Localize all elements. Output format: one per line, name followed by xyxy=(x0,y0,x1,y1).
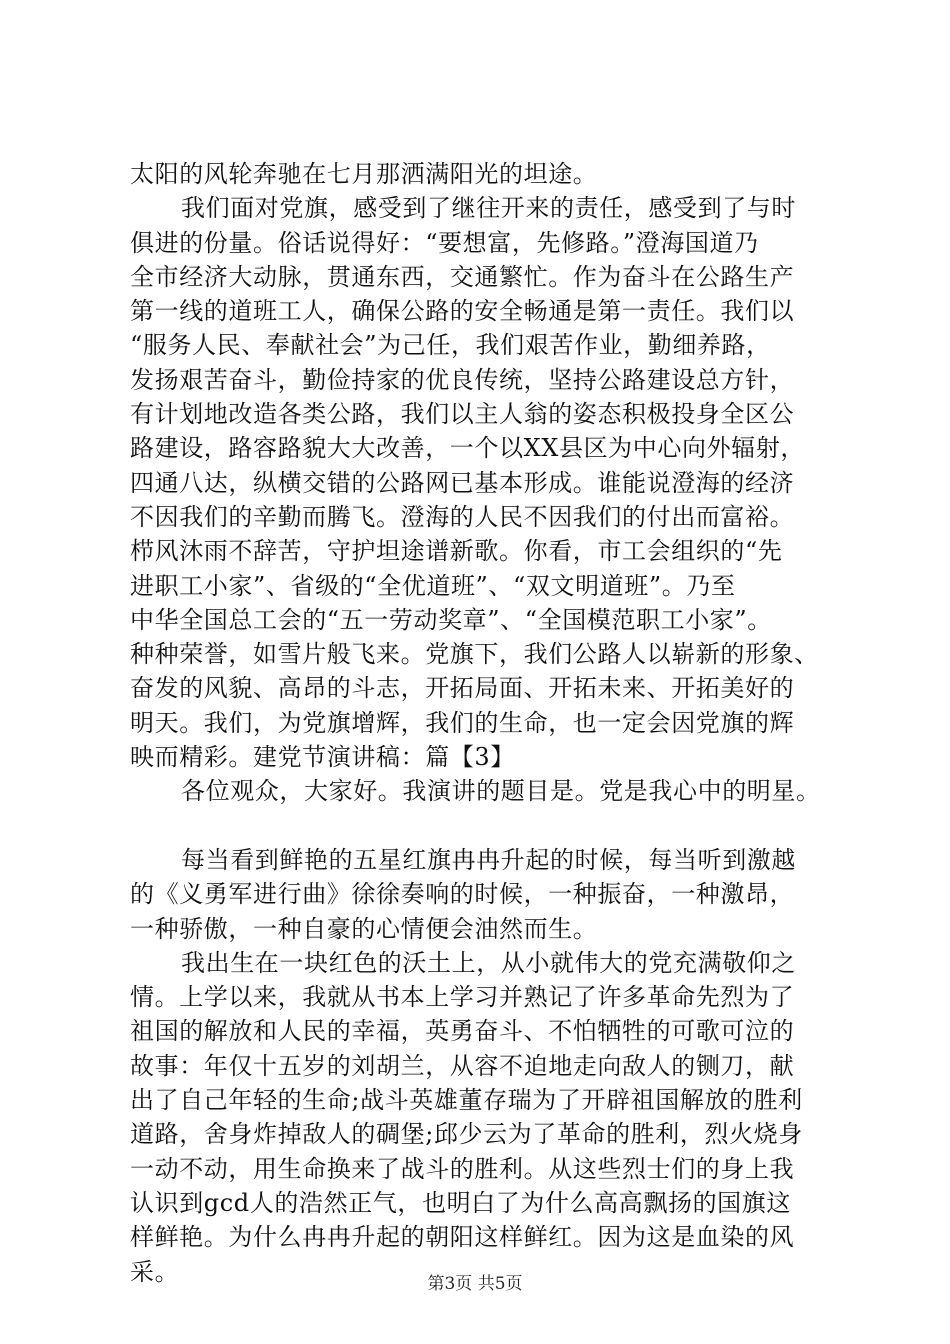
text-line: 采。 xyxy=(130,1257,180,1286)
text-line: 有计划地改造各类公路，我们以主人翁的姿态积极投身全区公 xyxy=(130,400,795,429)
text-line: 路建设，路容路貌大大改善，一个以XX县区为中心向外辐射， xyxy=(130,434,805,463)
text-line: 俱进的份量。俗话说得好：“要想富，先修路。”澄海国道乃 xyxy=(130,228,759,257)
text-line: 四通八达，纵横交错的公路网已基本形成。谁能说澄海的经济 xyxy=(130,468,795,497)
text-line: 一种骄傲，一种自豪的心情便会油然而生。 xyxy=(130,914,598,943)
paragraph-start-line: 各位观众，大家好。我演讲的题目是。党是我心中的明星。 xyxy=(181,777,821,806)
text-line: 全市经济大动脉，贯通东西，交通繁忙。作为奋斗在公路生产 xyxy=(130,262,795,291)
text-line: 发扬艰苦奋斗，勤俭持家的优良传统，坚持公路建设总方针， xyxy=(130,365,795,394)
text-line: 进职工小家”、省级的“全优道班”、“双文明道班”。乃至 xyxy=(130,571,736,600)
document-body xyxy=(130,157,830,1289)
text-line: 的《义勇军进行曲》徐徐奏响的时候，一种振奋，一种激昂， xyxy=(130,880,795,909)
text-line: 一动不动，用生命换来了战斗的胜利。从这些烈士们的身上我 xyxy=(130,1154,795,1183)
paragraph-start-line: 我出生在一块红色的沃土上，从小就伟大的党充满敬仰之 xyxy=(181,948,796,977)
text-line: 出了自己年轻的生命;战斗英雄董存瑞为了开辟祖国解放的胜利 xyxy=(130,1086,803,1115)
text-line: 不因我们的辛勤而腾飞。澄海的人民不因我们的付出而富裕。 xyxy=(130,502,795,531)
paragraph-start-line: 我们面对党旗，感受到了继往开来的责任，感受到了与时 xyxy=(181,194,796,223)
text-line: 样鲜艳。为什么冉冉升起的朝阳这样鲜红。因为这是血染的风 xyxy=(130,1223,795,1252)
text-line: 映而精彩。建党节演讲稿：篇【3】 xyxy=(130,743,515,772)
text-line: 认识到gcd人的浩然正气，也明白了为什么高高飘扬的国旗这 xyxy=(130,1188,791,1217)
text-line: 明天。我们，为党旗增辉，我们的生命，也一定会因党旗的辉 xyxy=(130,708,795,737)
text-line: 栉风沐雨不辞苦，守护坦途谱新歌。你看，市工会组织的“先 xyxy=(130,537,783,566)
blank-line xyxy=(130,809,830,843)
text-line: 故事：年仅十五岁的刘胡兰，从容不迫地走向敌人的铡刀，献 xyxy=(130,1051,795,1080)
text-line: “服务人民、奉献社会”为己任，我们艰苦作业，勤细养路， xyxy=(130,331,771,360)
text-line: 奋发的风貌、高昂的斗志，开拓局面、开拓未来、开拓美好的 xyxy=(130,674,795,703)
paragraph-start-line: 每当看到鲜艳的五星红旗冉冉升起的时候，每当听到激越 xyxy=(181,845,796,874)
text-line: 情。上学以来，我就从书本上学习并熟记了许多革命先烈为了 xyxy=(130,983,795,1012)
text-line: 祖国的解放和人民的幸福，英勇奋斗、不怕牺牲的可歌可泣的 xyxy=(130,1017,795,1046)
page-number-footer: 第3页 共5页 xyxy=(427,1274,523,1294)
text-line: 种种荣誉，如雪片般飞来。党旗下，我们公路人以崭新的形象、 xyxy=(130,640,819,669)
text-line: 太阳的风轮奔驰在七月那洒满阳光的坦途。 xyxy=(130,160,598,188)
text-line: 道路，舍身炸掉敌人的碉堡;邱少云为了革命的胜利，烈火烧身 xyxy=(130,1120,803,1149)
text-line: 中华全国总工会的“五一劳动奖章”、“全国模范职工小家”。 xyxy=(130,605,772,634)
text-line: 第一线的道班工人，确保公路的安全畅通是第一责任。我们以 xyxy=(130,297,795,326)
